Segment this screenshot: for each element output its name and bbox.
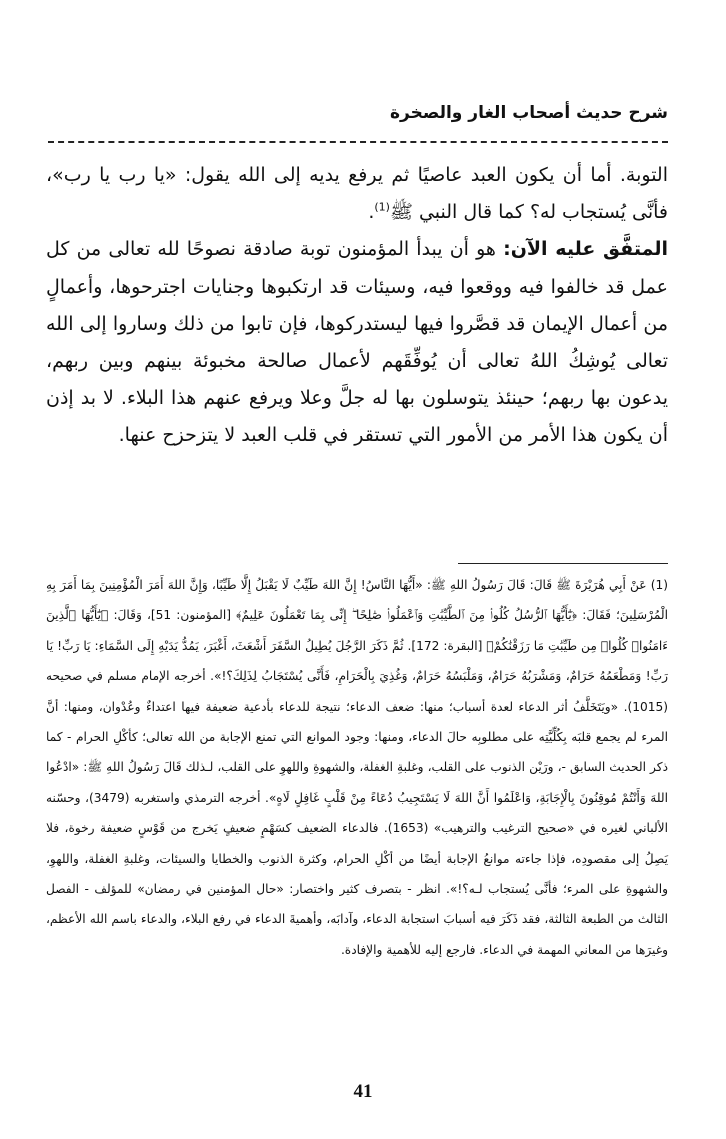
running-header (48, 100, 668, 130)
paragraph-2-lead: المتفَّق عليه الآن: (503, 238, 668, 261)
paragraph-2-text: هو أن يبدأ المؤمنون توبة صادقة نصوحًا لله تعالى من كل عمل قد خالفوا فيه ووقعوا فيه، وسيئات قد ارتكبوها وجنايات اجترحوها، وأعمالٍ من أعمال الإيمان قد قصَّروا فيها ليستدركوها، فإن تابوا من ذلك وساروا إلى الله تعالى يُوشِكُ اللهُ تعالى أن يُوفِّقَهم لأعمال صالحة مخبوئة بينهم وبين ربهم، يدعون بها ربهم؛ حينئذ يتوسلون بها له جلَّ وعلا ويرفع عنهم هذا البلاء. لا بد إذن أن يكون هذا الأمر من الأمور التي تستقر في قلب العبد لا يتزحزح عنها. (46, 238, 668, 447)
paragraph-2 (46, 231, 668, 454)
paragraph-1-text: التوبة. أما أن يكون العبد عاصيًا ثم يرفع يديه إلى الله يقول: «يا رب يا رب»، فأنَّى يُستجاب له؟ كما قال النبي ﷺ (46, 164, 668, 224)
running-header-title: شرح حديث أصحاب الغار والصخرة (389, 103, 668, 123)
paragraph-1 (46, 157, 668, 231)
footnote-reference: (1) (374, 200, 390, 214)
footnote-divider (458, 563, 668, 564)
paragraph-1-end: . (368, 201, 375, 224)
main-text (46, 157, 668, 455)
header-divider (48, 141, 668, 143)
page-number: 41 (353, 1081, 373, 1102)
footnote-text: (1) عَنْ أَبِي هُرَيْرَةَ ﷺ قَالَ: قَالَ رَسُولُ اللهِ ﷺ: «أَيُّهَا النَّاسُ! إِنَّ اللهَ طَيِّبٌ لَا يَقْبَلُ إِلَّا طَيِّبًا، وَإِنَّ اللهَ أَمَرَ الْمُؤْمِنِينَ بِمَا أَمَرَ بِهِ الْمُرْسَلِينَ؛ فَقَالَ: ﴿يَٰٓأَيُّهَا ٱلرُّسُلُ كُلُوا۟ مِنَ ٱلطَّيِّبَٰتِ وَٱعْمَلُوا۟ صَٰلِحًا ۖ إِنِّى بِمَا تَعْمَلُونَ عَلِيمٌ﴾ [المؤمنون: 51]، وَقَالَ: ﴿يَٰٓأَيُّهَا ٱلَّذِينَ ءَامَنُوا۟ كُلُوا۟ مِن طَيِّبَٰتِ مَا رَزَقْنَٰكُمْ﴾ [البقرة: 172]. ثُمَّ ذَكَرَ الرَّجُلَ يُطِيلُ السَّفَرَ أَشْعَثَ، أَغْبَرَ، يَمُدُّ يَدَيْهِ إِلَى السَّمَاءِ: يَا رَبِّ! يَا رَبِّ! وَمَطْعَمُهُ حَرَامٌ، وَمَشْرَبُهُ حَرَامٌ، وَمَلْبَسُهُ حَرَامٌ، وَغُذِيَ بِالْحَرَامِ، فَأَنَّى يُسْتَجَابُ لِذَلِكَ؟!». أخرجه الإمام مسلم في صحيحه (1015). «ويَتَخَلَّفُ أثر الدعاء لعدة أسباب؛ منها: ضعف الدعاء؛ نتيجة للدعاء بأدعية ضعيفة فيها اعتداءٌ وعُدْوان، ومنها: أنَّ المرء لم يجمع قلبَه بِكُلِّيَّتِه على مطلوبِه حالَ الدعاء، ومنها: وجود الموانع التي تمنع الإجابة من الله تعالى؛ كأكْلِ الحرام - كما ذكر الحديث السابق -، ورَيْن الذنوب على القلب، وغلبةِ الغفلة، والشهوةِ واللهوِ على القلب، لـذلك قَالَ رَسُولُ اللهِ ﷺ: «ادْعُوا اللهَ وَأَنْتُمْ مُوقِنُونَ بِالْإِجَابَةِ، وَاعْلَمُوا أَنَّ اللهَ لَا يَسْتَجِيبُ دُعَاءً مِنْ قَلْبٍ غَافِلٍ لَاهٍ». أخرجه الترمذي واستغربه (3479)، وحسّنه الألباني لغيره في «صحيح الترغيب والترهيب» (1653). فالدعاء الضعيف كسَهْمٍ ضعيفٍ يَخرج من قَوْسٍ ضعيفة رخوة، فلا يَصِلُ إلى مقصودِه، فإذا جاءته موانعُ الإجابة أيضًا من أكْلِ الحرام، وكثرة الذنوب والخطايا والسيئات، وغلبةِ الغفلة، واللهوِ، والشهوةِ على المرء؛ فأنَّى يُستجاب لـه؟!». انظر - بتصرف كثير واختصار: «حال المؤمنين في رمضان» للمؤلف - الفصل الثالث من الطبعة الثالثة، فقد ذَكَرَ فيه أسبابَ استجابة الدعاء، وآدابَه، وأهميةَ الدعاء في رفع البلاء، والدعاء باسم الله الأعظم، وغيرَها من المعاني المهمة في الدعاء. فارجع إليه للأهمية والإفادة. (46, 578, 668, 957)
footnote (46, 570, 668, 965)
